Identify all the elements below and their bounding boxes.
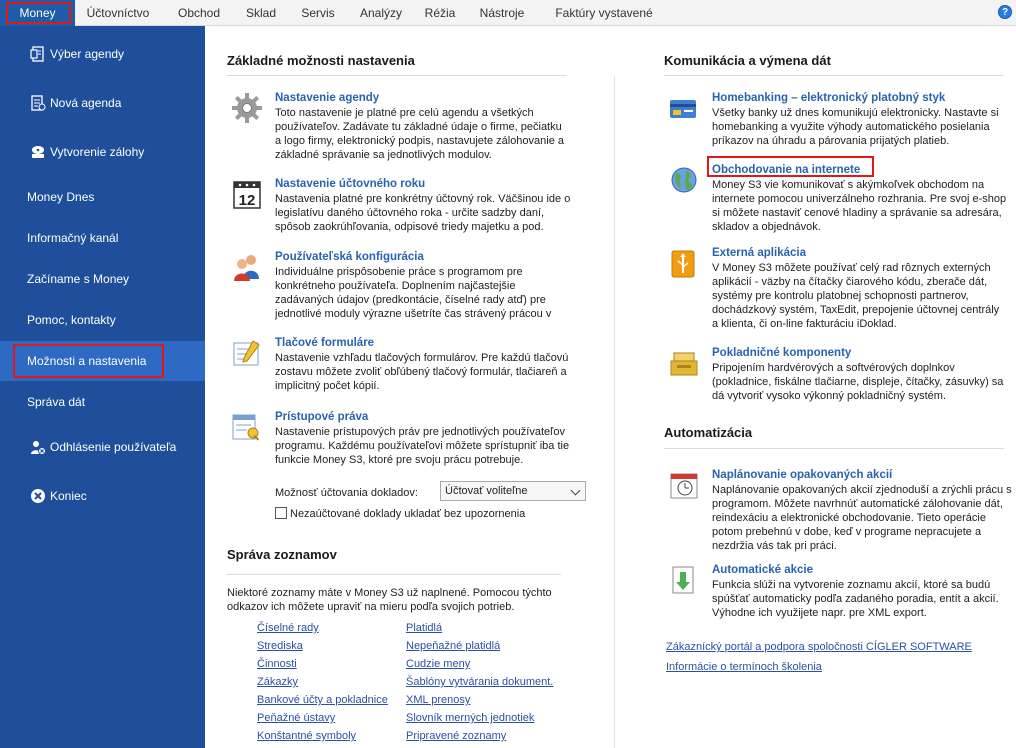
desc-line: odkazov ich môžete upraviť na mieru podľa svojich potrieb. bbox=[227, 601, 515, 613]
link-cinnosti[interactable]: Činnosti bbox=[257, 658, 297, 670]
sidebar-item-informacny-kanal[interactable] bbox=[0, 218, 205, 258]
block-nastavenie-agendy bbox=[231, 92, 571, 162]
desc-line: funkcie Money S3, ktoré pre svoju prácu potrebuje. bbox=[275, 454, 524, 466]
sidebar-item-label: Informačný kanál bbox=[27, 231, 119, 245]
block-externa-aplikacia bbox=[668, 247, 1013, 330]
link-nastavenie-agendy[interactable]: Nastavenie agendy bbox=[275, 92, 380, 104]
block-description bbox=[712, 261, 999, 331]
cash-register-icon bbox=[668, 347, 700, 379]
main-content bbox=[205, 26, 1016, 748]
desc-line: Nastavenie prístupových práv pre jednotlivých používateľov bbox=[275, 426, 565, 438]
desc-line: si môžete nastaviť cenové hladiny a správanie sa adresára, bbox=[712, 207, 1002, 219]
desc-line: Individuálne prispôsobenie práce s programom pre bbox=[275, 266, 523, 278]
backup-icon bbox=[30, 144, 46, 160]
desc-line: implicitný počet kópií. bbox=[275, 380, 380, 392]
block-pokladnicne-komponenty bbox=[668, 347, 1013, 407]
usb-icon bbox=[668, 247, 700, 279]
menu-bar bbox=[0, 0, 1016, 26]
block-nastavenie-uctovneho-roku bbox=[231, 178, 571, 238]
desc-line: Toto nastavenie je platné pre celú agendu a všetkých bbox=[275, 107, 534, 119]
link-zakazky[interactable]: Zákazky bbox=[257, 676, 298, 688]
block-description bbox=[712, 578, 999, 620]
sidebar bbox=[0, 26, 205, 748]
print-form-icon bbox=[231, 337, 263, 369]
sidebar-item-vyber-agendy[interactable] bbox=[0, 34, 205, 74]
sidebar-item-zaciname-s-money[interactable] bbox=[0, 259, 205, 299]
menu-money[interactable] bbox=[0, 0, 75, 26]
block-description bbox=[275, 192, 570, 234]
desc-line: legislatívu daného účtovného roka - určite sadzby daní, bbox=[275, 207, 545, 219]
accounting-option-label: Možnosť účtovania dokladov: bbox=[275, 487, 418, 499]
sidebar-item-label: Vytvorenie zálohy bbox=[50, 145, 145, 159]
desc-line: jednotlivé moduly výrazne ušetríte čas strávený prácou v bbox=[275, 308, 552, 320]
menu-servis[interactable]: Servis bbox=[301, 6, 335, 20]
svg-text:12: 12 bbox=[238, 192, 256, 209]
sidebar-item-label: Nová agenda bbox=[50, 96, 122, 110]
sidebar-item-pomoc-kontakty[interactable] bbox=[0, 300, 205, 340]
desc-line: zostavu môžete zvoliť obľúbený tlačový formulár, tlačiareň a bbox=[275, 366, 567, 378]
section-title-sprava-zoznamov: Správa zoznamov bbox=[227, 547, 337, 562]
section-title-automatizacia: Automatizácia bbox=[664, 425, 753, 440]
block-description bbox=[712, 106, 999, 148]
select-value: Účtovať voliteľne bbox=[445, 485, 528, 497]
link-sablony[interactable]: Šablóny vytvárania dokument. bbox=[406, 676, 554, 688]
block-description bbox=[275, 425, 569, 467]
desc-line: používateľov. Zadávate tu základné údaje o firme, pečiatku bbox=[275, 121, 562, 133]
lists-description bbox=[227, 586, 552, 614]
desc-line: konkrétneho používateľa. Doplnením najčastejšie bbox=[275, 280, 516, 292]
automatic-actions-icon bbox=[668, 564, 700, 596]
sidebar-item-label: Odhlásenie používateľa bbox=[50, 440, 177, 454]
sidebar-item-sprava-dat[interactable] bbox=[0, 382, 205, 422]
menu-faktury-vystavene[interactable]: Faktúry vystavené bbox=[555, 6, 653, 20]
menu-obchod[interactable]: Obchod bbox=[177, 6, 221, 20]
block-automaticke-akcie bbox=[668, 564, 1013, 624]
link-nastavenie-uctovneho-roku[interactable]: Nastavenie účtovného roku bbox=[275, 178, 426, 190]
desc-line: nezdržia vás tak pri práci. bbox=[712, 540, 837, 552]
homebanking-icon bbox=[668, 92, 700, 124]
access-rights-icon bbox=[231, 411, 263, 443]
link-homebanking[interactable]: Homebanking – elektronický platobný styk bbox=[712, 92, 946, 104]
sidebar-item-nova-agenda[interactable] bbox=[0, 83, 205, 123]
block-homebanking bbox=[668, 92, 1013, 152]
link-pokladnicne-komponenty[interactable]: Pokladničné komponenty bbox=[712, 347, 852, 359]
section-divider bbox=[664, 75, 1004, 76]
block-description bbox=[712, 361, 1003, 403]
sidebar-item-label: Pomoc, kontakty bbox=[27, 313, 116, 327]
link-platidla[interactable]: Platidlá bbox=[406, 622, 443, 634]
help-icon[interactable]: ? bbox=[998, 5, 1012, 19]
block-pouzivatelska-konfiguracia bbox=[231, 251, 571, 321]
link-naplanovanie-akcii[interactable]: Naplánovanie opakovaných akcií bbox=[712, 469, 893, 481]
link-pouzivatelska-konfiguracia[interactable]: Používateľská konfigurácia bbox=[275, 251, 424, 263]
desc-line: V Money S3 môžete používať celý rad rôznych externých bbox=[712, 262, 991, 274]
menu-analyzy[interactable]: Analýzy bbox=[359, 6, 403, 20]
link-slovnik-mernych-jednotiek[interactable]: Slovník merných jednotiek bbox=[406, 712, 535, 724]
desc-line: Niektoré zoznamy máte v Money S3 už naplnené. Pomocou týchto bbox=[227, 587, 552, 599]
desc-line: programu. Každému používateľovi môžete sprístupniť iba tie bbox=[275, 440, 570, 452]
section-title-zakladne-moznosti: Základné možnosti nastavenia bbox=[227, 53, 415, 68]
link-tlacove-formulare[interactable]: Tlačové formuláre bbox=[275, 337, 375, 349]
desc-line: Naplánovanie opakovaných akcií zjednoduší a zrýchli prácu s bbox=[712, 484, 1012, 496]
desc-line: programom. Môžete navrhnúť automatické zálohovanie dát, bbox=[712, 498, 1003, 510]
link-konstantne-symboly[interactable]: Konštantné symboly bbox=[257, 730, 357, 742]
desc-line: Funkcia slúži na vytvorenie zoznamu akcií, ktoré sa budú bbox=[712, 579, 991, 591]
sidebar-item-odhlasenie-pouzivatela[interactable] bbox=[0, 427, 205, 467]
sidebar-item-vytvorenie-zalohy[interactable] bbox=[0, 132, 205, 172]
desc-line: internete pomocou univerzálneho rozhrania. Pre svoj e-shop bbox=[712, 193, 1007, 205]
desc-line: a logo firmy, elektronický podpis, nastavujete zálohovanie a bbox=[275, 135, 565, 147]
block-tlacove-formulare bbox=[231, 337, 571, 397]
users-icon bbox=[231, 251, 263, 283]
block-pristupove-prava bbox=[231, 411, 571, 471]
sidebar-item-moznosti-a-nastavenia[interactable] bbox=[0, 341, 205, 381]
menu-rezia[interactable]: Réžia bbox=[424, 6, 456, 20]
gear-icon bbox=[231, 92, 263, 124]
desc-line: a klienta, či on-line fakturáciu iDoklad. bbox=[712, 318, 897, 330]
accounting-option-select[interactable] bbox=[440, 481, 586, 501]
section-title-komunikacia: Komunikácia a výmena dát bbox=[664, 53, 831, 68]
desc-line: dochádzkový systém, TaxEdit, prepojenie účtovnej centrály bbox=[712, 304, 1000, 316]
block-description bbox=[275, 351, 568, 393]
sidebar-item-label: Koniec bbox=[50, 489, 87, 503]
scheduler-icon bbox=[668, 469, 700, 501]
desc-line: Nastavenia platné pre konkrétny účtovný rok. Väčšinou ide o bbox=[275, 193, 571, 205]
desc-line: Money S3 vie komunikovať s akýmkoľvek obchodom na bbox=[712, 179, 985, 191]
block-description bbox=[712, 483, 1012, 553]
section-divider bbox=[664, 448, 1004, 449]
desc-line: potom prebehnú v dobe, keď v programe nepracujete a bbox=[712, 526, 982, 538]
sidebar-item-label: Správa dát bbox=[27, 395, 86, 409]
unposted-documents-checkbox[interactable] bbox=[275, 507, 287, 519]
desc-line: systémy pre kontrolu platobnej schopnosti partnerov, bbox=[712, 290, 969, 302]
sidebar-item-label: Money Dnes bbox=[27, 190, 95, 204]
desc-line: Výhodne ich využijete napr. pre XML export. bbox=[712, 607, 927, 619]
desc-line: skladov a objednávok. bbox=[712, 221, 821, 233]
link-informacie-o-skoleniach[interactable]: Informácie o termínoch školenia bbox=[666, 661, 822, 673]
link-penazne-ustavy[interactable]: Peňažné ústavy bbox=[257, 712, 336, 724]
block-description bbox=[712, 178, 1006, 234]
desc-line: reindexáciu a elektronické obchodovanie. Tieto operácie bbox=[712, 512, 986, 524]
desc-line: (pokladnice, fiskálne tlačiarne, displeje, čítačky, zásuvky) sa bbox=[712, 376, 1004, 388]
close-icon bbox=[30, 488, 46, 504]
section-divider bbox=[227, 574, 561, 575]
sidebar-item-label: Výber agendy bbox=[50, 47, 125, 61]
chevron-down-icon bbox=[571, 486, 581, 496]
block-naplanovanie-akcii bbox=[668, 469, 1013, 552]
calendar-icon bbox=[231, 178, 263, 210]
desc-line: Nastavenie vzhľadu tlačových formulárov. Pre každú tlačovú bbox=[275, 352, 569, 364]
block-description bbox=[275, 265, 551, 321]
globe-icon bbox=[668, 164, 700, 196]
highlight-box bbox=[707, 156, 874, 177]
new-agenda-icon bbox=[30, 95, 46, 111]
column-divider bbox=[614, 76, 615, 748]
block-description bbox=[275, 106, 564, 162]
desc-line: spôsob zaokrúhľovania, odpisové triedy majetku a pod. bbox=[275, 221, 544, 233]
link-bankove-ucty[interactable]: Bankové účty a pokladnice bbox=[257, 694, 388, 706]
link-pripravene-zoznamy[interactable]: Pripravené zoznamy bbox=[406, 730, 507, 742]
link-nepenazne-platidla[interactable]: Nepeňažné platidlá bbox=[406, 640, 501, 652]
desc-line: homebanking a využite výhody automatického posielania bbox=[712, 121, 990, 133]
section-divider bbox=[227, 75, 567, 76]
link-externa-aplikacia[interactable]: Externá aplikácia bbox=[712, 247, 806, 259]
desc-line: dá vytvoriť vysoko výkonný pokladničný systém. bbox=[712, 390, 946, 402]
desc-line: Všetky banky už dnes komunikujú elektronicky. Nastavte si bbox=[712, 107, 999, 119]
block-obchodovanie-na-internete bbox=[668, 164, 1013, 234]
link-automaticke-akcie[interactable]: Automatické akcie bbox=[712, 564, 813, 576]
desc-line: základné správanie sa jednotlivých modulov. bbox=[275, 149, 492, 161]
desc-line: aplikácií - väzby na čítačky čiarového kódu, zberače dát, bbox=[712, 276, 988, 288]
agenda-select-icon bbox=[30, 46, 46, 62]
menu-uctovnictvo[interactable]: Účtovníctvo bbox=[86, 6, 150, 20]
link-pristupove-prava[interactable]: Prístupové práva bbox=[275, 411, 369, 423]
link-strediska[interactable]: Strediska bbox=[257, 640, 303, 652]
logout-user-icon bbox=[30, 439, 46, 455]
sidebar-item-money-dnes[interactable] bbox=[0, 177, 205, 217]
menu-sklad[interactable]: Sklad bbox=[245, 6, 277, 20]
menu-nastroje[interactable]: Nástroje bbox=[479, 6, 525, 20]
sidebar-item-label: Možnosti a nastavenia bbox=[27, 354, 147, 368]
link-obchodovanie-na-internete[interactable]: Obchodovanie na internete bbox=[712, 164, 861, 176]
desc-line: spúšťať automaticky podľa zadaného poradia, entít a akcií. bbox=[712, 593, 999, 605]
sidebar-item-koniec[interactable] bbox=[0, 476, 205, 516]
desc-line: Pripojením hardvérových a softvérových doplnkov bbox=[712, 362, 955, 374]
link-cudzie-meny[interactable]: Cudzie meny bbox=[406, 658, 471, 670]
checkbox-label: Nezaúčtované doklady ukladať bez upozornenia bbox=[290, 508, 526, 520]
link-ciselne-rady[interactable]: Číselné rady bbox=[257, 622, 319, 634]
sidebar-item-label: Začíname s Money bbox=[27, 272, 130, 286]
menu-label: Money bbox=[19, 6, 56, 20]
link-zakaznicky-portal[interactable]: Zákaznícký portál a podpora spoločnosti CÍGLER SOFTWARE bbox=[666, 641, 972, 653]
link-xml-prenosy[interactable]: XML prenosy bbox=[406, 694, 471, 706]
desc-line: príkazov na úhradu a párovania prijatých platieb. bbox=[712, 135, 950, 147]
desc-line: zadávaných údajov (predkontácie, číselné rady atď) pre bbox=[275, 294, 546, 306]
